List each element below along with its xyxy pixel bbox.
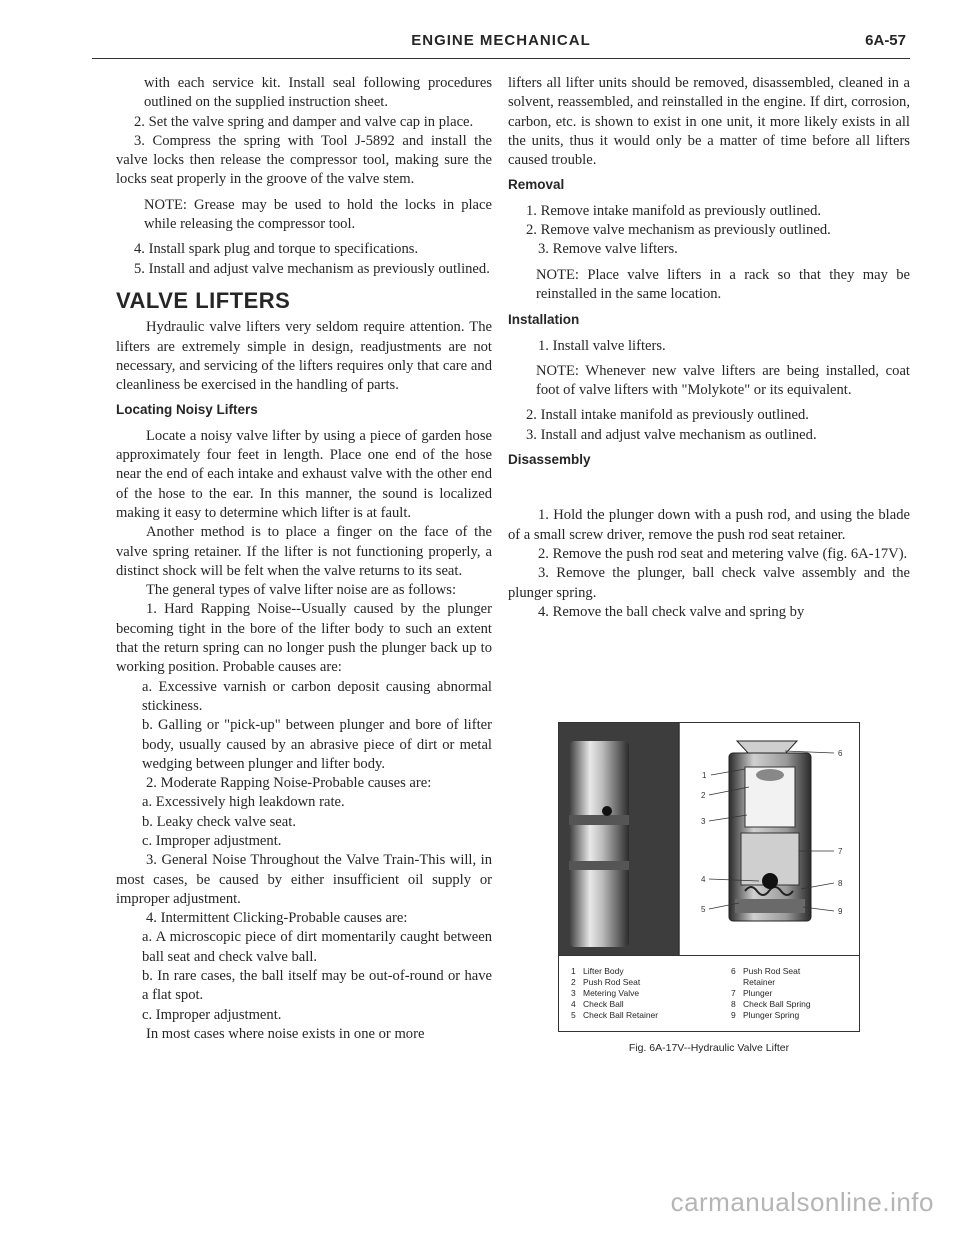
- paragraph: 2. Set the valve spring and damper and valve cap in place.: [134, 113, 474, 130]
- page-number: 6A-57: [865, 32, 906, 49]
- callout-6: 6: [838, 749, 843, 758]
- callout-1: 1: [702, 771, 707, 780]
- right-column: [508, 74, 910, 622]
- callout-2: 2: [701, 791, 706, 800]
- legend-item: 5 Check Ball Retainer: [571, 1010, 659, 1020]
- paragraph: 1. Remove intake manifold as previously outlined.: [526, 202, 822, 219]
- paragraph: b. In rare cases, the ball itself may be out-of-round or have a flat spot.: [142, 968, 492, 1004]
- paragraph: b. Galling or "pick-up" between plunger and bore of lifter body, usually caused by an abrasive piece of dirt or metal wedging between plunger and lifter body.: [142, 717, 492, 772]
- paragraph: 2. Install intake manifold as previously outlined.: [526, 407, 809, 424]
- paragraph: 2. Remove the push rod seat and metering valve (fig. 6A-17V).: [538, 545, 908, 562]
- paragraph: 1. Install valve lifters.: [538, 337, 666, 354]
- legend-item: 9 Plunger Spring: [731, 1010, 800, 1020]
- paragraph: In most cases where noise exists in one or more: [146, 1025, 425, 1042]
- legend-item: 7 Plunger: [731, 988, 773, 998]
- callout-3: 3: [701, 817, 706, 826]
- paragraph: b. Leaky check valve seat.: [142, 813, 296, 830]
- figure-caption: Fig. 6A-17V--Hydraulic Valve Lifter: [628, 1042, 790, 1054]
- paragraph: 3. Compress the spring with Tool J-5892 and install the valve locks then release the compressor tool, making sure the locks seat properly in the groove of the valve stem.: [116, 132, 492, 188]
- legend-item: 2 Push Rod Seat: [571, 977, 641, 987]
- legend-item: 8 Check Ball Spring: [731, 999, 811, 1009]
- paragraph: 4. Intermittent Clicking-Probable causes are:: [146, 910, 408, 927]
- paragraph: Another method is to place a finger on the face of the valve spring retainer. If the lifter is not functioning properly, a distinct shock will be felt when the valve returns to its seat.: [116, 524, 492, 579]
- header-title: ENGINE MECHANICAL: [411, 32, 591, 49]
- section-heading: VALVE LIFTERS: [116, 287, 291, 313]
- lifter-body-photo: [569, 741, 629, 947]
- callout-5: 5: [701, 905, 706, 914]
- figure-hydraulic-valve-lifter: [558, 722, 860, 1032]
- figure-legend: [559, 955, 859, 1030]
- lifter-cutaway: [729, 741, 811, 921]
- paragraph: 3. Remove valve lifters.: [538, 241, 678, 258]
- left-column: [116, 74, 492, 1044]
- legend-item: 4 Check Ball: [571, 999, 624, 1009]
- paragraph: with each service kit. Install seal following procedures outlined on the supplied instruction sheet.: [144, 75, 492, 111]
- paragraph: 4. Install spark plug and torque to specifications.: [134, 241, 419, 258]
- paragraph: c. Improper adjustment.: [142, 1006, 282, 1023]
- paragraph: 3. Remove the plunger, ball check valve assembly and the plunger spring.: [508, 565, 910, 601]
- paragraph: 1. Hold the plunger down with a push rod, and using the blade of a small screw driver, remove the push rod seat retainer.: [508, 507, 910, 543]
- callout-9: 9: [838, 907, 843, 916]
- paragraph: a. Excessive varnish or carbon deposit causing abnormal stickiness.: [142, 678, 492, 714]
- paragraph: Locate a noisy valve lifter by using a piece of garden hose approximately four feet in length. Place one end of the hose near the end of each intake and exhaust valve with the other end of the hose to the ear. In this manner, the sound is localized making it easy to determine which lifter is at fault.: [116, 427, 492, 521]
- paragraph: 5. Install and adjust valve mechanism as previously outlined.: [134, 260, 490, 277]
- note: NOTE: Grease may be used to hold the locks in place while releasing the compressor tool.: [144, 196, 492, 233]
- callout-8: 8: [838, 879, 843, 888]
- note: NOTE: Place valve lifters in a rack so that they may be reinstalled in the same location.: [536, 266, 910, 302]
- paragraph: 4. Remove the ball check valve and spring by: [538, 603, 805, 620]
- legend-item: Retainer: [743, 977, 776, 987]
- subheading: Locating Noisy Lifters: [116, 402, 258, 418]
- note: NOTE: Whenever new valve lifters are being installed, coat foot of valve lifters with "Molykote" or its equivalent.: [536, 362, 910, 399]
- paragraph: a. A microscopic piece of dirt momentarily caught between ball seat and check valve ball.: [142, 929, 492, 965]
- lifter-illustration: [559, 723, 859, 955]
- watermark: carmanualsonline.info: [670, 1187, 934, 1217]
- legend-item: 1 Lifter Body: [571, 966, 624, 976]
- page-header: [92, 28, 910, 59]
- legend-col-right: [731, 966, 811, 1021]
- callout-4: 4: [701, 875, 706, 884]
- callout-7: 7: [838, 847, 843, 856]
- paragraph: 3. General Noise Throughout the Valve Train-This will, in most cases, be caused by either insufficient oil supply or improper adjustment.: [116, 852, 492, 907]
- paragraph: 1. Hard Rapping Noise--Usually caused by the plunger becoming tight in the bore of the lifter body to such an extent that the return spring can no longer push the plunger back up to working position. Probable causes are:: [116, 601, 492, 676]
- paragraph: c. Improper adjustment.: [142, 832, 282, 849]
- paragraph: 2. Moderate Rapping Noise-Probable causes are:: [146, 775, 432, 792]
- paragraph: a. Excessively high leakdown rate.: [142, 794, 345, 811]
- legend-item: 3 Metering Valve: [571, 988, 640, 998]
- paragraph: Hydraulic valve lifters very seldom require attention. The lifters are extremely simple in design, readjustments are not necessary, and servicing of the lifters requires only that care and cleanliness be exercised in the handling of parts.: [116, 319, 492, 394]
- subheading-removal: Removal: [508, 177, 565, 193]
- legend-item: 6 Push Rod Seat: [731, 966, 801, 976]
- paragraph: lifters all lifter units should be removed, disassembled, cleaned in a solvent, reassembled, and reinstalled in the engine. If dirt, corrosion, carbon, etc. is shown to exist in one unit, it more likely exists in all the units, thus it would only be a matter of time before all lifters caused trouble.: [508, 75, 910, 169]
- subheading-disassembly: Disassembly: [508, 452, 591, 468]
- paragraph: 2. Remove valve mechanism as previously outlined.: [526, 222, 831, 239]
- paragraph: 3. Install and adjust valve mechanism as outlined.: [526, 426, 817, 443]
- subheading-installation: Installation: [508, 312, 580, 328]
- legend-col-left: [571, 966, 658, 1021]
- paragraph: The general types of valve lifter noise are as follows:: [146, 582, 457, 599]
